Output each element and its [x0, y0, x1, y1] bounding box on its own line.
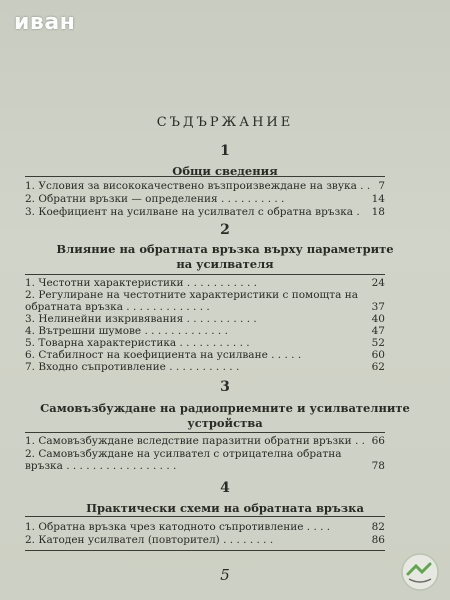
toc-page: 47 — [371, 325, 385, 337]
toc-page: 62 — [371, 361, 385, 373]
toc-entry: обратната връзка . . . . . . . . . . . . . — [25, 301, 210, 313]
divider — [25, 176, 385, 177]
toc-entry: 2. Самовъзбуждане на усилвател с отрицателна обратна — [25, 448, 342, 460]
toc-entry: 4. Вътрешни шумове . . . . . . . . . . . . . — [25, 325, 228, 337]
toc-page: 7 — [378, 180, 385, 192]
chapter-number: 4 — [220, 480, 230, 496]
toc-entry: 6. Стабилност на коефициента на усилване . . . . . — [25, 349, 302, 361]
divider — [25, 274, 385, 275]
chapter-number: 2 — [220, 222, 230, 238]
toc-entry: 5. Товарна характеристика . . . . . . . . . . . — [25, 337, 250, 349]
toc-page: 60 — [371, 349, 385, 361]
toc-page: 82 — [371, 521, 385, 533]
chapter-title: Влияние на обратната връзка върху параметрите — [56, 242, 394, 256]
page-number: 5 — [220, 566, 230, 584]
chapter-title: Самовъзбуждане на радиоприемните и усилвателните — [40, 401, 410, 415]
toc-entry: 3. Нелинейни изкривявания . . . . . . . . . . . — [25, 313, 257, 325]
toc-page: 37 — [371, 301, 385, 313]
chapter-number: 3 — [220, 379, 230, 395]
chapter-number: 1 — [220, 143, 230, 159]
toc-entry: 1. Честотни характеристики . . . . . . . . . . . — [25, 277, 257, 289]
toc-entry: 1. Обратна връзка чрез катодното съпротивление . . . . — [25, 521, 331, 533]
toc-entry: 1. Условия за висококачествено възпроизвеждане на звука . . — [25, 180, 371, 192]
chapter-title: устройства — [187, 416, 263, 430]
toc-entry: 2. Регулиране на честотните характеристики с помощта на — [25, 289, 358, 301]
toc-page: 66 — [371, 435, 385, 447]
toc-page: 40 — [371, 313, 385, 325]
toc-entry: 7. Входно съпротивление . . . . . . . . . . . — [25, 361, 240, 373]
divider — [25, 550, 385, 551]
toc-entry: 3. Коефициент на усилване на усилвател с обратна връзка . — [25, 206, 360, 218]
toc-entry: връзка . . . . . . . . . . . . . . . . . — [25, 460, 177, 472]
chapter-title: Общи сведения — [172, 164, 278, 178]
site-logo-icon — [392, 552, 448, 592]
divider — [25, 516, 385, 517]
toc-entry: 2. Обратни връзки — определения . . . . . . . . . . — [25, 193, 285, 205]
toc-page: 18 — [371, 206, 385, 218]
toc-page: 52 — [371, 337, 385, 349]
toc-page: 86 — [371, 534, 385, 546]
watermark: иван — [14, 10, 76, 35]
divider — [25, 432, 385, 433]
toc-title: СЪДЪРЖАНИЕ — [156, 115, 294, 130]
toc-page: 24 — [371, 277, 385, 289]
toc-entry: 2. Катоден усилвател (повторител) . . . . . . . . — [25, 534, 274, 546]
chapter-title: на усилвателя — [176, 257, 274, 271]
toc-entry: 1. Самовъзбуждане вследствие паразитни обратни връзки . . — [25, 435, 366, 447]
toc-page: 78 — [371, 460, 385, 472]
toc-page: 14 — [371, 193, 385, 205]
chapter-title: Практически схеми на обратната връзка — [86, 501, 364, 515]
